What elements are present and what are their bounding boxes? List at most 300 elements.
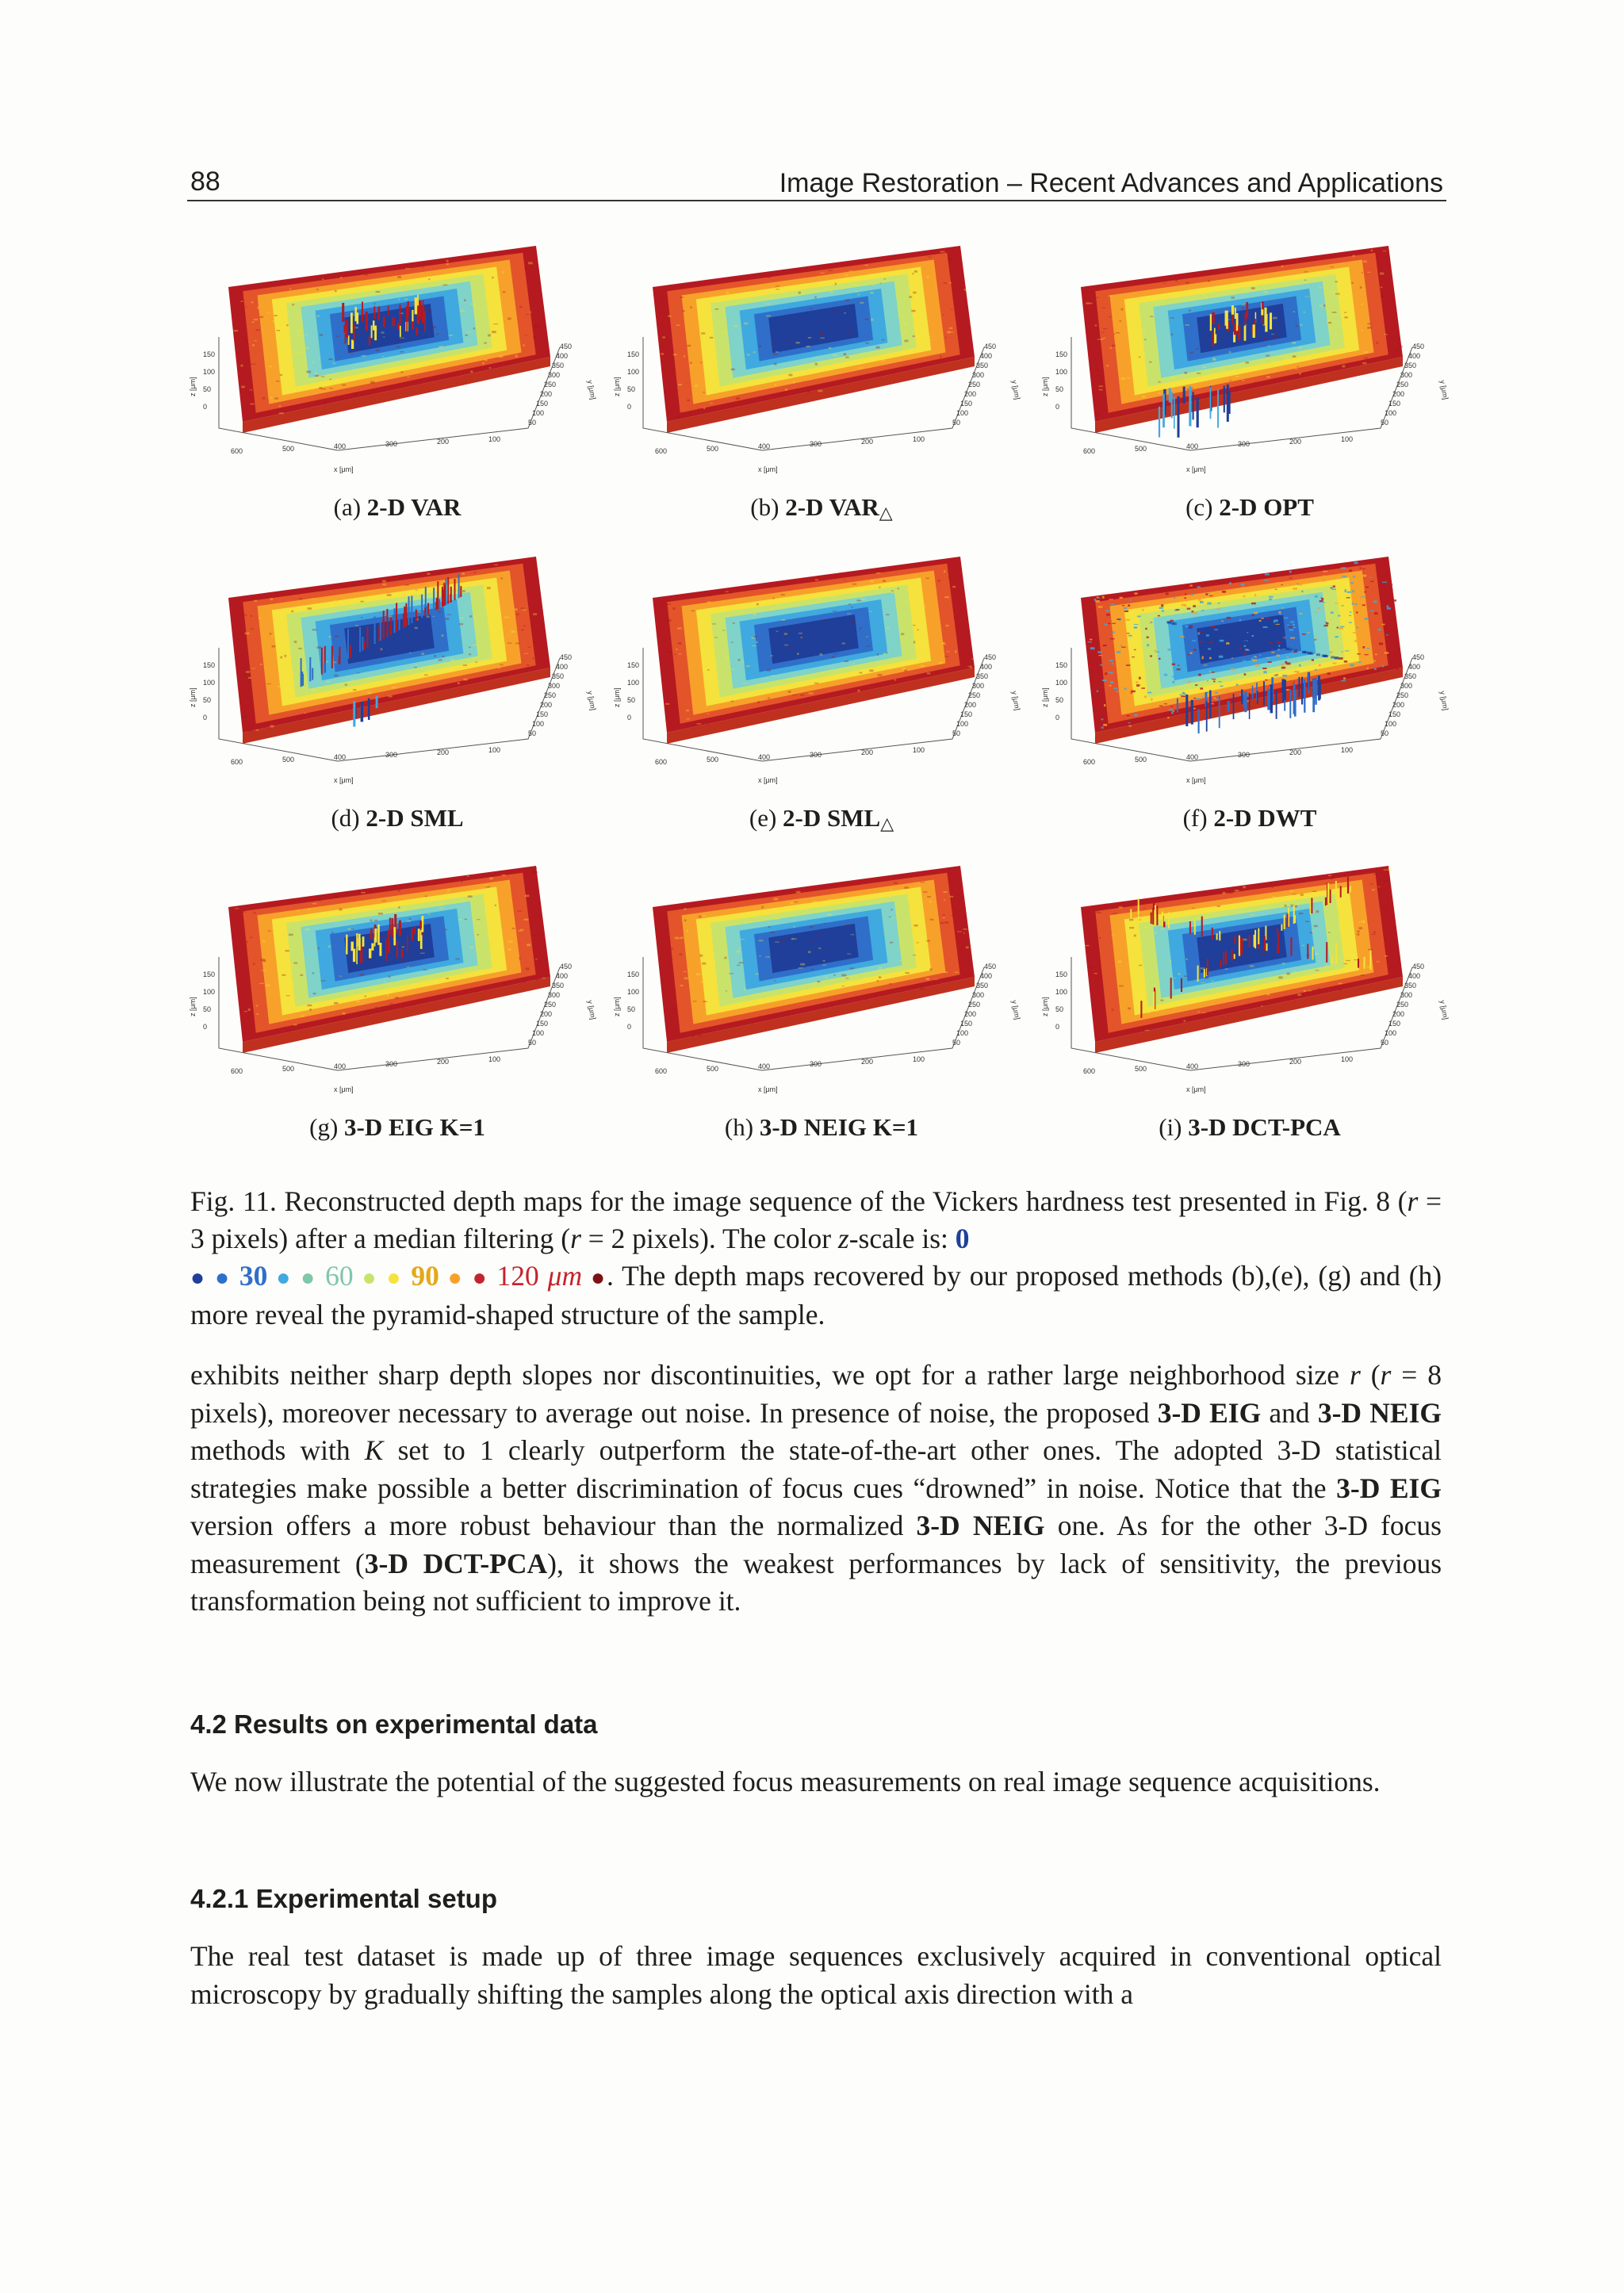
- texture-speck: [1200, 687, 1203, 690]
- texture-speck: [1243, 660, 1247, 662]
- texture-speck: [502, 875, 506, 876]
- texture-speck: [1367, 272, 1370, 273]
- subfigure-caption: [187, 804, 607, 834]
- texture-speck: [1242, 380, 1244, 381]
- texture-speck: [1312, 891, 1316, 892]
- texture-speck: [920, 988, 925, 990]
- texture-speck: [1299, 664, 1300, 667]
- texture-speck: [1196, 348, 1198, 350]
- texture-speck: [299, 1001, 301, 1002]
- texture-speck: [395, 997, 398, 999]
- texture-speck: [833, 354, 837, 356]
- x-tick-label: 600: [231, 1067, 243, 1075]
- x-axis-label: x [μm]: [334, 776, 354, 784]
- texture-speck: [1151, 592, 1153, 594]
- texture-speck: [1139, 921, 1142, 923]
- texture-speck: [731, 642, 733, 643]
- texture-speck: [413, 305, 415, 306]
- texture-speck: [1124, 905, 1126, 907]
- texture-speck: [382, 584, 386, 585]
- texture-speck: [1363, 646, 1365, 649]
- texture-speck: [1124, 607, 1127, 609]
- texture-speck: [328, 358, 332, 360]
- texture-speck: [1121, 647, 1126, 648]
- x-tick-label: 300: [385, 440, 398, 448]
- texture-speck: [948, 577, 952, 578]
- texture-speck: [677, 627, 681, 629]
- x-tick-label: 500: [707, 756, 719, 764]
- texture-speck: [322, 278, 324, 280]
- texture-speck: [1366, 648, 1369, 649]
- texture-speck: [256, 1005, 259, 1007]
- texture-speck: [909, 296, 912, 297]
- texture-speck: [436, 333, 439, 335]
- texture-speck: [447, 892, 450, 893]
- texture-speck: [277, 330, 281, 331]
- texture-speck: [430, 585, 431, 586]
- texture-speck: [1188, 681, 1191, 683]
- texture-speck: [419, 591, 424, 593]
- texture-speck: [1252, 659, 1257, 661]
- y-tick-label: 50: [1381, 729, 1389, 737]
- texture-speck: [365, 274, 368, 276]
- texture-speck: [1110, 681, 1114, 683]
- texture-speck: [353, 689, 356, 691]
- subfigure-letter: (g): [309, 1113, 339, 1141]
- texture-speck: [1181, 695, 1185, 697]
- texture-speck: [329, 379, 331, 380]
- texture-speck: [1187, 389, 1189, 391]
- y-tick-label: 400: [1408, 663, 1421, 671]
- body-paragraph-1: exhibits neither sharp depth slopes nor discontinuities, we opt for a rather large neighborhood size r (r = 8 pixels), moreover necessary to average out noise. In presence of noise, the proposed 3-D EIG and 3-D NEIG methods with K set to 1 clearly outperform the state-of-the-art other ones. The adopted 3-D statistical strategies make possible a better discrimination of focus cues “drowned” in noise. Notice that the 3-D EIG version offers a more robust behaviour than the normalized 3-D NEIG one. As for the other 3-D focus measurement (3-D DCT-PCA), it shows the weakest performances by lack of sensitivity, the previous transformation being not sufficient to improve it.: [190, 1359, 1442, 1617]
- texture-speck: [404, 298, 408, 300]
- texture-speck: [771, 675, 775, 676]
- texture-speck: [1158, 981, 1160, 982]
- texture-speck: [917, 942, 919, 943]
- texture-speck: [1289, 630, 1293, 631]
- texture-speck: [312, 972, 314, 974]
- y-tick-label: 450: [984, 343, 997, 350]
- y-tick-label: 300: [1400, 371, 1413, 379]
- texture-speck: [1112, 663, 1114, 664]
- texture-speck: [301, 974, 304, 976]
- texture-speck: [845, 300, 849, 301]
- texture-speck: [699, 955, 703, 957]
- texture-speck: [1197, 698, 1201, 700]
- texture-speck: [812, 942, 814, 943]
- texture-speck: [1185, 626, 1188, 628]
- texture-speck: [526, 967, 530, 970]
- texture-speck: [244, 1011, 247, 1012]
- texture-speck: [252, 668, 256, 669]
- texture-speck: [967, 666, 969, 667]
- texture-speck: [823, 960, 825, 962]
- texture-speck: [1281, 607, 1284, 608]
- texture-speck: [938, 580, 940, 582]
- y-tick-label: 450: [560, 343, 573, 350]
- texture-speck: [703, 408, 705, 409]
- texture-speck: [1229, 351, 1231, 353]
- texture-speck: [317, 316, 320, 317]
- y-tick-label: 300: [548, 371, 561, 379]
- texture-speck: [1277, 582, 1278, 584]
- texture-speck: [540, 960, 542, 963]
- texture-speck: [848, 603, 851, 604]
- texture-speck: [256, 329, 260, 331]
- texture-speck: [833, 611, 837, 612]
- texture-speck: [776, 631, 778, 632]
- texture-speck: [1309, 653, 1313, 655]
- texture-speck: [1304, 280, 1307, 281]
- texture-speck: [460, 310, 464, 312]
- texture-speck: [1292, 342, 1296, 344]
- texture-speck: [1327, 672, 1331, 675]
- texture-speck: [1205, 594, 1208, 595]
- texture-speck: [712, 623, 716, 624]
- texture-speck: [1098, 655, 1101, 656]
- texture-speck: [1216, 905, 1220, 907]
- texture-speck: [1363, 616, 1366, 618]
- texture-speck: [1323, 304, 1325, 307]
- texture-speck: [724, 957, 726, 959]
- texture-speck: [1268, 661, 1272, 663]
- texture-speck: [849, 967, 854, 969]
- texture-speck: [1185, 372, 1188, 374]
- y-tick-label: 150: [1388, 400, 1401, 408]
- y-tick-label: 150: [1388, 1020, 1401, 1028]
- texture-speck: [1126, 664, 1131, 666]
- texture-speck: [1281, 664, 1284, 665]
- texture-speck: [1201, 696, 1204, 697]
- texture-speck: [1297, 366, 1299, 368]
- texture-speck: [810, 926, 814, 928]
- texture-speck: [927, 276, 929, 278]
- texture-speck: [963, 928, 967, 930]
- page-number: 88: [190, 167, 220, 197]
- texture-speck: [485, 299, 488, 301]
- texture-speck: [519, 306, 522, 308]
- texture-speck: [852, 622, 855, 624]
- figure-panel: [1040, 858, 1460, 1143]
- texture-speck: [676, 649, 677, 650]
- y-tick-label: 200: [964, 1010, 977, 1018]
- texture-speck: [1090, 303, 1093, 304]
- texture-speck: [820, 273, 825, 274]
- texture-speck: [848, 270, 852, 271]
- texture-speck: [1121, 377, 1126, 380]
- y-tick-label: 300: [972, 991, 985, 999]
- texture-speck: [1164, 703, 1167, 704]
- x-tick-label: 200: [1289, 748, 1302, 756]
- texture-speck: [1297, 583, 1299, 584]
- texture-speck: [318, 899, 320, 901]
- texture-speck: [274, 397, 278, 399]
- texture-speck: [684, 920, 687, 922]
- texture-speck: [1373, 601, 1377, 603]
- texture-speck: [312, 629, 317, 630]
- texture-speck: [1282, 675, 1287, 677]
- texture-speck: [251, 322, 255, 323]
- texture-speck: [1365, 358, 1368, 359]
- texture-speck: [887, 650, 889, 652]
- texture-speck: [1174, 978, 1176, 979]
- texture-speck: [266, 984, 270, 986]
- texture-speck: [1265, 679, 1267, 681]
- texture-speck: [1135, 301, 1137, 302]
- texture-speck: [1277, 655, 1280, 657]
- texture-speck: [1130, 599, 1132, 601]
- caption-text: = 2 pixels). The color: [580, 1223, 838, 1254]
- texture-speck: [382, 356, 385, 357]
- texture-speck: [312, 903, 317, 905]
- texture-speck: [1178, 665, 1180, 666]
- texture-speck: [477, 919, 481, 920]
- texture-speck: [489, 315, 491, 317]
- texture-speck: [913, 621, 914, 622]
- texture-speck: [446, 263, 449, 265]
- texture-speck: [818, 390, 822, 392]
- subfigure-method: 3-D DCT-PCA: [1188, 1113, 1341, 1141]
- texture-speck: [1316, 653, 1320, 656]
- texture-speck: [1361, 596, 1365, 597]
- texture-speck: [1281, 637, 1285, 638]
- texture-speck: [957, 931, 962, 932]
- texture-speck: [1101, 727, 1104, 729]
- texture-speck: [1090, 967, 1093, 969]
- texture-speck: [335, 290, 337, 292]
- texture-speck: [831, 292, 833, 293]
- texture-speck: [1360, 568, 1362, 569]
- texture-speck: [263, 960, 266, 963]
- texture-speck: [1136, 718, 1137, 720]
- texture-speck: [1388, 868, 1392, 871]
- y-axis-label: y [μm]: [1010, 379, 1022, 400]
- texture-speck: [700, 982, 703, 983]
- y-tick-label: 300: [548, 991, 561, 999]
- texture-speck: [508, 642, 512, 643]
- texture-speck: [1155, 1010, 1159, 1012]
- texture-speck: [1357, 587, 1359, 588]
- texture-speck: [527, 944, 530, 946]
- figure-panel: [187, 549, 607, 834]
- y-tick-label: 100: [1385, 409, 1397, 417]
- texture-speck: [1367, 327, 1371, 329]
- texture-speck: [1323, 576, 1325, 578]
- z-tick-label: 150: [1055, 350, 1068, 358]
- texture-speck: [1273, 317, 1277, 320]
- texture-speck: [1265, 573, 1270, 575]
- texture-speck: [695, 385, 698, 386]
- texture-speck: [666, 603, 671, 605]
- texture-speck: [1231, 288, 1235, 289]
- texture-speck: [1377, 961, 1380, 962]
- texture-speck: [1364, 591, 1366, 592]
- texture-speck: [1175, 280, 1178, 282]
- texture-speck: [1172, 676, 1177, 677]
- texture-speck: [533, 336, 537, 338]
- texture-speck: [536, 978, 538, 981]
- y-tick-label: 400: [1408, 972, 1421, 980]
- texture-speck: [374, 920, 377, 921]
- scale-unit: μm: [547, 1260, 583, 1292]
- texture-speck: [1285, 356, 1289, 358]
- texture-speck: [1354, 562, 1358, 565]
- texture-speck: [343, 1013, 346, 1015]
- texture-speck: [759, 955, 761, 956]
- figure-panel: [611, 238, 1032, 523]
- texture-speck: [334, 600, 335, 603]
- texture-speck: [945, 337, 947, 339]
- texture-speck: [1119, 986, 1124, 987]
- texture-speck: [850, 976, 852, 978]
- z-tick-label: 0: [1055, 1023, 1060, 1031]
- texture-speck: [796, 342, 800, 344]
- texture-speck: [1124, 611, 1128, 612]
- texture-speck: [1319, 287, 1322, 289]
- texture-speck: [891, 917, 895, 918]
- texture-speck: [1371, 250, 1373, 251]
- texture-speck: [293, 1024, 297, 1026]
- texture-speck: [687, 400, 690, 401]
- texture-speck: [1177, 668, 1181, 670]
- texture-speck: [1198, 633, 1201, 635]
- texture-speck: [677, 415, 680, 417]
- texture-speck: [756, 974, 759, 975]
- texture-speck: [359, 974, 363, 975]
- texture-speck: [1289, 571, 1292, 573]
- x-tick-label: 500: [1135, 445, 1147, 453]
- texture-speck: [960, 287, 964, 289]
- texture-speck: [1140, 709, 1143, 710]
- texture-speck: [914, 270, 917, 273]
- texture-speck: [1125, 928, 1127, 929]
- z-tick-label: 100: [627, 368, 640, 376]
- y-tick-label: 350: [976, 982, 989, 990]
- texture-speck: [1285, 604, 1289, 606]
- texture-speck: [1209, 631, 1213, 634]
- texture-speck: [1312, 930, 1313, 932]
- texture-speck: [345, 684, 348, 686]
- texture-speck: [272, 320, 276, 322]
- subfigure-caption: [1040, 493, 1460, 523]
- texture-speck: [385, 981, 387, 982]
- texture-speck: [1354, 640, 1358, 641]
- texture-speck: [1335, 657, 1339, 659]
- texture-speck: [1349, 615, 1351, 616]
- z-axis-label: z [μm]: [613, 997, 621, 1016]
- texture-speck: [525, 894, 530, 897]
- texture-speck: [381, 901, 386, 902]
- texture-speck: [270, 633, 272, 634]
- texture-speck: [883, 653, 887, 655]
- texture-speck: [1216, 633, 1220, 635]
- texture-speck: [1086, 302, 1090, 304]
- texture-speck: [813, 901, 818, 902]
- texture-speck: [1381, 566, 1385, 568]
- texture-speck: [493, 921, 497, 923]
- texture-speck: [1188, 654, 1190, 655]
- texture-speck: [1103, 338, 1105, 339]
- x-tick-label: 200: [861, 748, 874, 756]
- y-tick-label: 100: [1385, 720, 1397, 728]
- texture-speck: [534, 325, 538, 327]
- y-tick-label: 300: [1400, 991, 1413, 999]
- texture-speck: [928, 257, 931, 258]
- texture-speck: [1172, 376, 1174, 378]
- texture-speck: [467, 331, 471, 333]
- texture-speck: [1298, 584, 1303, 586]
- texture-speck: [1374, 668, 1377, 670]
- scale-dot: ●: [447, 1265, 464, 1291]
- texture-speck: [1159, 607, 1163, 609]
- texture-speck: [1389, 589, 1393, 590]
- texture-speck: [1187, 608, 1191, 610]
- texture-speck: [244, 674, 247, 676]
- texture-speck: [1243, 595, 1246, 597]
- texture-speck: [1099, 385, 1103, 387]
- texture-speck: [296, 910, 299, 911]
- texture-speck: [1362, 604, 1365, 606]
- texture-speck: [714, 618, 716, 619]
- z-tick-label: 50: [203, 385, 212, 393]
- texture-speck: [1345, 940, 1349, 942]
- texture-speck: [1230, 380, 1231, 381]
- texture-speck: [1162, 610, 1164, 612]
- texture-speck: [1215, 692, 1218, 694]
- texture-speck: [722, 630, 725, 631]
- texture-speck: [254, 319, 258, 320]
- texture-speck: [727, 592, 732, 594]
- texture-speck: [464, 975, 468, 976]
- subfigure-method: 2-D OPT: [1219, 493, 1314, 521]
- texture-speck: [407, 377, 409, 378]
- texture-speck: [301, 1015, 304, 1016]
- texture-speck: [942, 914, 945, 915]
- texture-speck: [927, 940, 931, 942]
- texture-speck: [1128, 722, 1131, 723]
- texture-speck: [1362, 568, 1365, 569]
- texture-speck: [306, 371, 311, 373]
- y-axis-label: y [μm]: [586, 999, 598, 1020]
- texture-speck: [774, 980, 776, 981]
- texture-speck: [383, 336, 385, 337]
- texture-speck: [515, 643, 519, 645]
- texture-speck: [1302, 945, 1304, 947]
- subfigure-caption: [611, 804, 1032, 834]
- texture-speck: [738, 947, 740, 949]
- texture-speck: [330, 388, 333, 389]
- texture-speck: [1103, 328, 1107, 329]
- texture-speck: [918, 654, 921, 657]
- texture-speck: [699, 916, 702, 918]
- texture-speck: [736, 397, 740, 400]
- y-tick-label: 250: [1396, 381, 1409, 389]
- texture-speck: [1358, 661, 1362, 663]
- texture-speck: [1384, 880, 1388, 882]
- texture-speck: [1154, 985, 1156, 986]
- texture-speck: [904, 331, 906, 333]
- texture-speck: [1099, 389, 1103, 391]
- texture-speck: [334, 661, 337, 663]
- texture-speck: [348, 606, 352, 607]
- texture-speck: [811, 369, 814, 371]
- texture-speck: [871, 284, 875, 286]
- texture-speck: [1289, 578, 1292, 579]
- x-tick-label: 600: [655, 1067, 668, 1075]
- texture-speck: [315, 375, 319, 377]
- texture-speck: [1127, 668, 1129, 669]
- texture-speck: [439, 907, 444, 909]
